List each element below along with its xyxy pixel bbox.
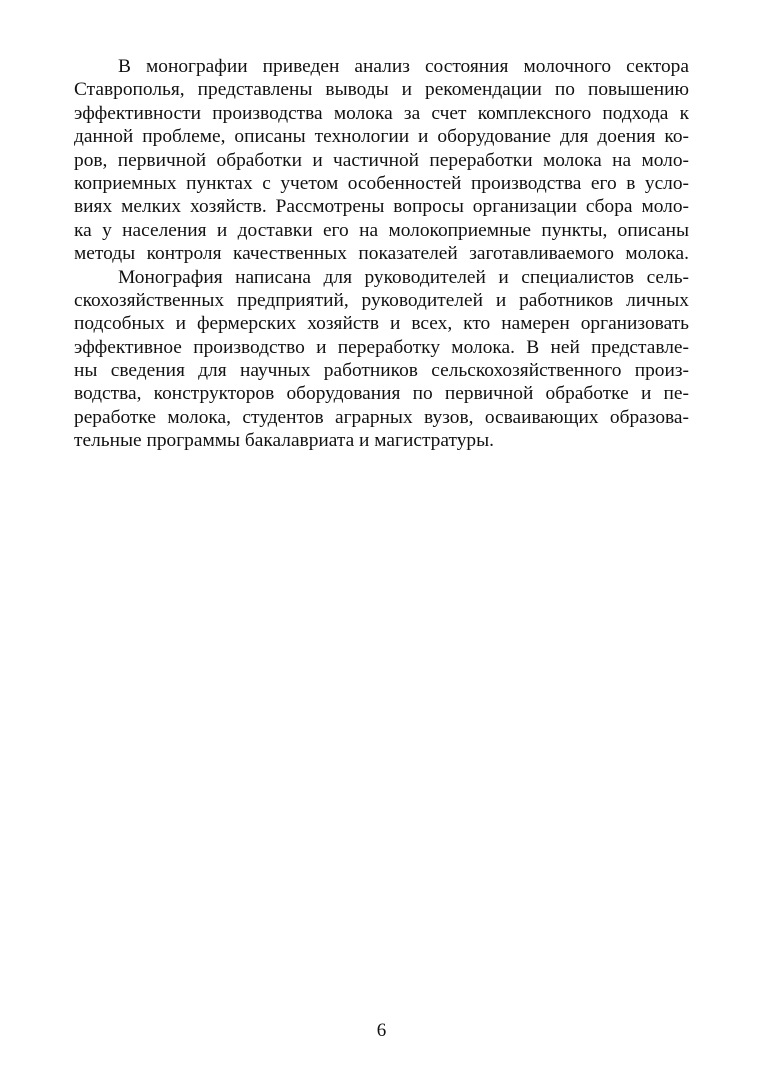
- text-line: тельные программы бакалавриата и магистратуры.: [74, 430, 494, 452]
- text-line: данной проблеме, описаны технологии и оборудование для доения ко-: [74, 126, 689, 148]
- text-line: Ставрополья, представлены выводы и рекомендации по повышению: [74, 79, 689, 101]
- text-line: методы контроля качественных показателей заготавливаемого молока.: [74, 243, 689, 265]
- text-line: подсобных и фермерских хозяйств и всех, кто намерен организовать: [74, 313, 689, 335]
- paragraph-2: [74, 266, 689, 453]
- text-line: реработке молока, студентов аграрных вузов, осваивающих образова-: [74, 406, 689, 428]
- text-line: водства, конструкторов оборудования по первичной обработке и пе-: [74, 383, 689, 405]
- text-line: ров, первичной обработки и частичной переработки молока на моло-: [74, 149, 689, 171]
- text-line: ка у населения и доставки его на молокоприемные пункты, описаны: [74, 219, 689, 241]
- text-line: виях мелких хозяйств. Рассмотрены вопросы организации сбора моло-: [74, 196, 689, 218]
- text-line: эффективное производство и переработку молока. В ней представле-: [74, 336, 689, 358]
- text-line: скохозяйственных предприятий, руководителей и работников личных: [74, 289, 689, 311]
- paragraph-1: [74, 55, 689, 266]
- text-line: Монография написана для руководителей и специалистов сель-: [118, 266, 689, 288]
- body-text: [74, 55, 689, 453]
- page-number: 6: [376, 1020, 387, 1041]
- text-line: эффективности производства молока за счет комплексного подхода к: [74, 102, 689, 124]
- text-line: ны сведения для научных работников сельскохозяйственного произ-: [74, 360, 689, 382]
- text-line: коприемных пунктах с учетом особенностей производства его в усло-: [74, 172, 689, 194]
- text-line: В монографии приведен анализ состояния молочного сектора: [118, 56, 689, 77]
